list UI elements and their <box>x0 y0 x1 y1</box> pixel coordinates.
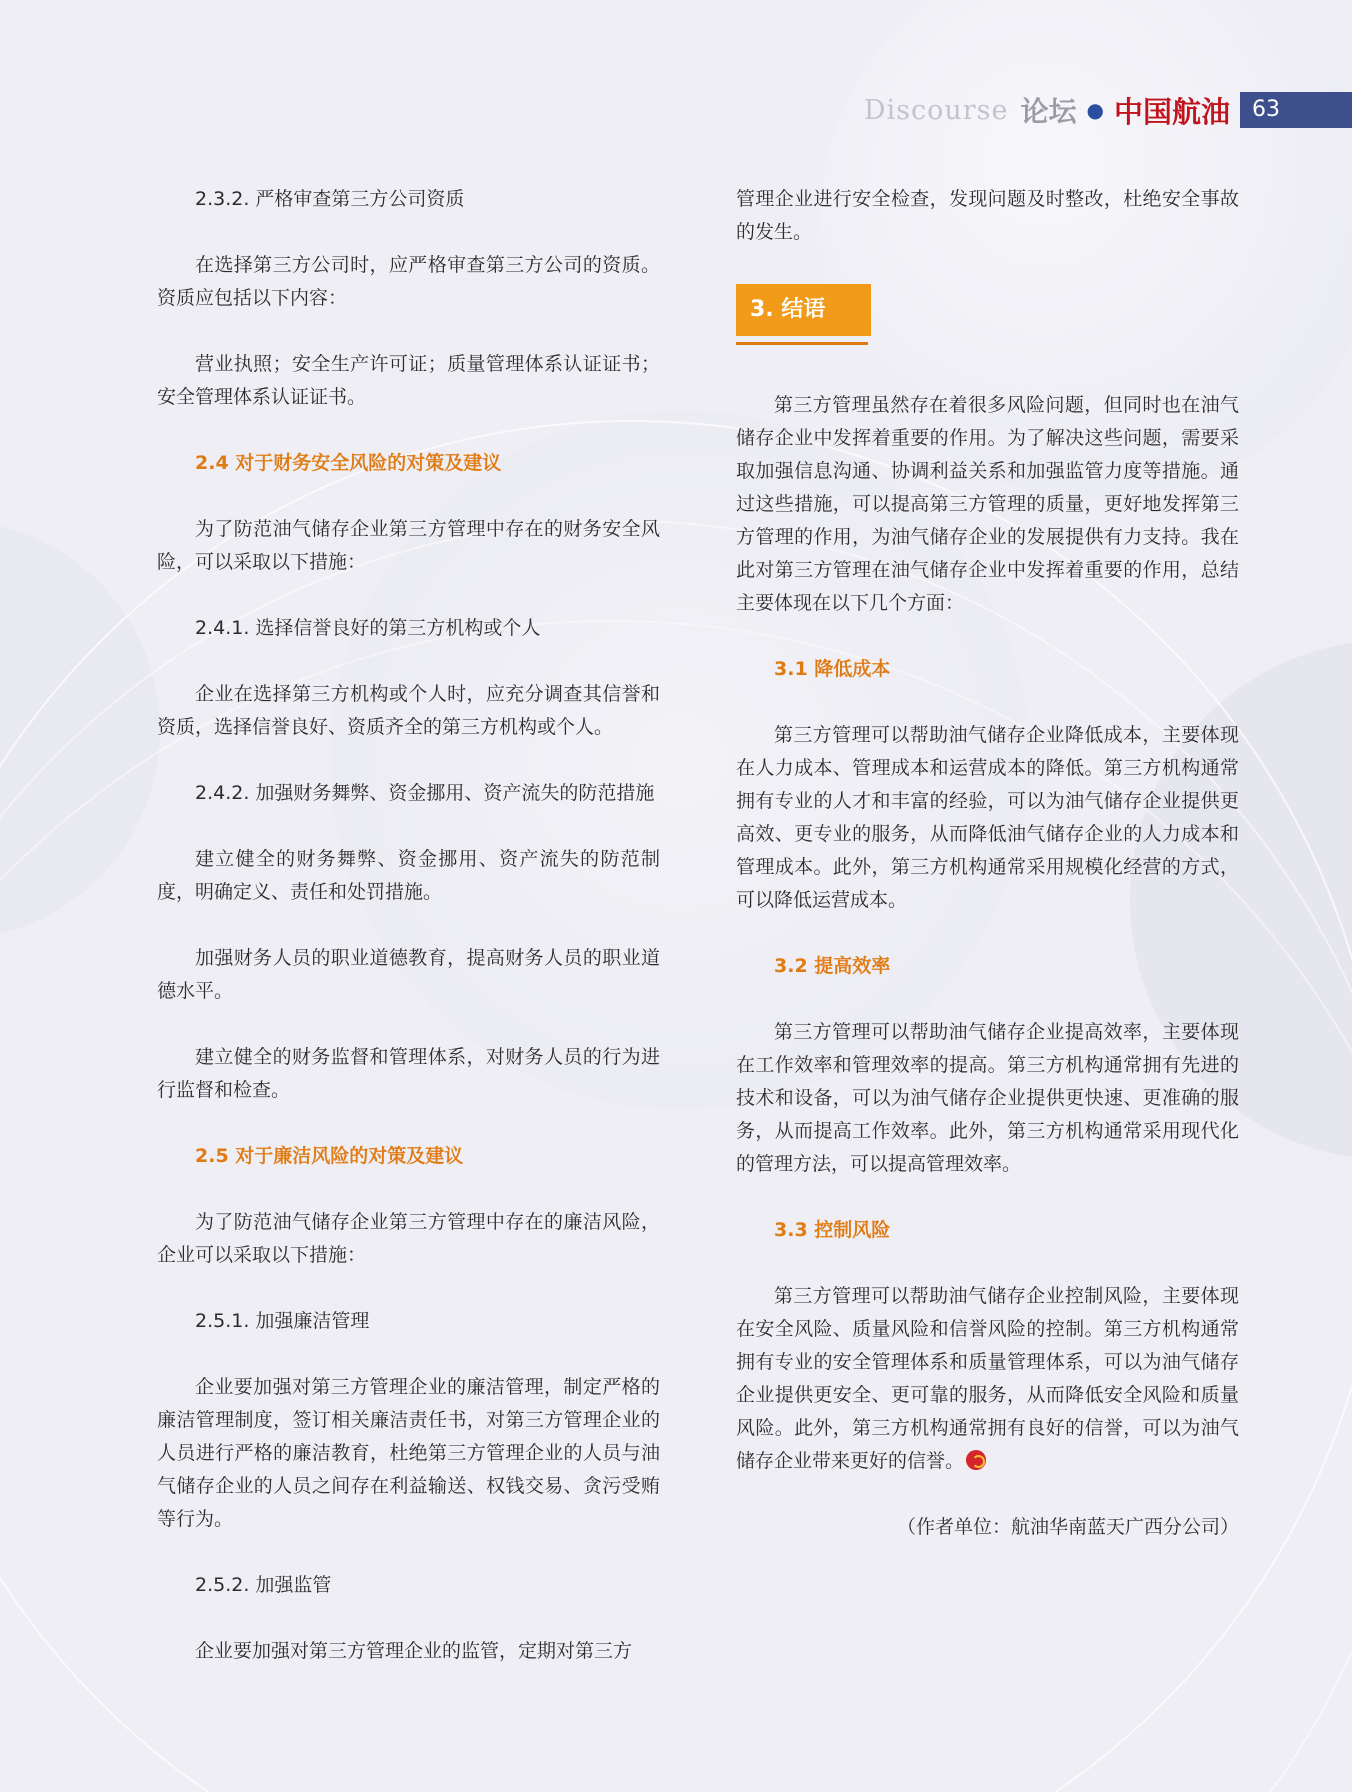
header-brand: 中国航油 <box>1113 94 1230 129</box>
heading-3-2: 3.2 提高效率 <box>774 955 891 977</box>
paragraph-final-text: 第三方管理可以帮助油气储存企业控制风险，主要体现在安全风险、质量风险和信誉风险的控制。第三方机构通常拥有专业的安全管理体系和质量管理体系，可以为油气储存企业提供更安全、更可靠的服务，从而降低安全风险和质量风险。此外，第三方机构通常拥有良好的信誉，可以为油气储存企业带来更好的信誉。 <box>736 1285 1239 1472</box>
page-number: 63 <box>1240 92 1352 128</box>
section-title-underline <box>736 342 868 345</box>
heading-2-4: 2.4 对于财务安全风险的对策及建议 <box>195 452 502 474</box>
header-section-label: 论坛 <box>1020 95 1077 128</box>
paragraph: 建立健全的财务监督和管理体系，对财务人员的行为进行监督和检查。 <box>157 1046 660 1101</box>
paragraph: 第三方管理虽然存在着很多风险问题，但同时也在油气储存企业中发挥着重要的作用。为了解决这些问题，需要采取加强信息沟通、协调利益关系和加强监管力度等措施。通过这些措施，可以提高第三方管理的质量，更好地发挥第三方管理的作用，为油气储存企业的发展提供有力支持。我在此对第三方管理在油气储存企业中发挥着重要的作用，总结主要体现在以下几个方面： <box>736 394 1239 614</box>
header-separator-dot: ● <box>1086 98 1104 122</box>
subheading-2-3-2: 2.3.2. 严格审查第三方公司资质 <box>195 188 465 210</box>
paragraph: 建立健全的财务舞弊、资金挪用、资产流失的防范制度，明确定义、责任和处罚措施。 <box>157 848 660 903</box>
subheading-2-5-1: 2.5.1. 加强廉洁管理 <box>195 1310 370 1332</box>
paragraph: 为了防范油气储存企业第三方管理中存在的财务安全风险，可以采取以下措施： <box>157 518 660 573</box>
paragraph: 为了防范油气储存企业第三方管理中存在的廉洁风险，企业可以采取以下措施： <box>157 1211 660 1266</box>
page-header <box>864 92 1352 128</box>
section-title-conclusion: 3. 结语 <box>736 284 871 336</box>
heading-2-5: 2.5 对于廉洁风险的对策及建议 <box>195 1145 464 1167</box>
paragraph: 企业在选择第三方机构或个人时，应充分调查其信誉和资质，选择信誉良好、资质齐全的第三方机构或个人。 <box>157 683 660 738</box>
subheading-2-4-2: 2.4.2. 加强财务舞弊、资金挪用、资产流失的防范措施 <box>195 782 655 804</box>
paragraph: 第三方管理可以帮助油气储存企业提高效率，主要体现在工作效率和管理效率的提高。第三方机构通常拥有先进的技术和设备，可以为油气储存企业提供更快速、更准确的服务，从而提高工作效率。此外，第三方机构通常采用现代化的管理方法，可以提高管理效率。 <box>736 1021 1239 1175</box>
heading-3-3: 3.3 控制风险 <box>774 1219 891 1241</box>
paragraph: 在选择第三方公司时，应严格审查第三方公司的资质。资质应包括以下内容： <box>157 254 660 309</box>
right-column <box>736 183 1239 1577</box>
paragraph: 营业执照；安全生产许可证；质量管理体系认证证书；安全管理体系认证证书。 <box>157 353 660 408</box>
heading-3-1: 3.1 降低成本 <box>774 658 891 680</box>
paragraph: 企业要加强对第三方管理企业的监管，定期对第三方 <box>195 1640 633 1662</box>
author-affiliation: （作者单位：航油华南蓝天广西分公司） <box>896 1516 1239 1538</box>
header-english-label: Discourse <box>863 94 1009 126</box>
subheading-2-4-1: 2.4.1. 选择信誉良好的第三方机构或个人 <box>195 617 541 639</box>
subheading-2-5-2: 2.5.2. 加强监管 <box>195 1574 332 1596</box>
paragraph-continued: 管理企业进行安全检查，发现问题及时整改，杜绝安全事故的发生。 <box>736 188 1239 243</box>
paragraph: 加强财务人员的职业道德教育，提高财务人员的职业道德水平。 <box>157 947 660 1002</box>
paragraph: 企业要加强对第三方管理企业的廉洁管理，制定严格的廉洁管理制度，签订相关廉洁责任书，对第三方管理企业的人员进行严格的廉洁教育，杜绝第三方管理企业的人员与油气储存企业的人员之间存在利益输送、权钱交易、贪污受贿等行为。 <box>157 1376 660 1530</box>
end-mark-icon <box>966 1450 986 1470</box>
left-column <box>157 183 660 1701</box>
paragraph: 第三方管理可以帮助油气储存企业降低成本，主要体现在人力成本、管理成本和运营成本的降低。第三方机构通常拥有专业的人才和丰富的经验，可以为油气储存企业提供更高效、更专业的服务，从而降低油气储存企业的人力成本和管理成本。此外，第三方机构通常采用规模化经营的方式，可以降低运营成本。 <box>736 724 1239 911</box>
paragraph-final <box>736 1280 1239 1478</box>
